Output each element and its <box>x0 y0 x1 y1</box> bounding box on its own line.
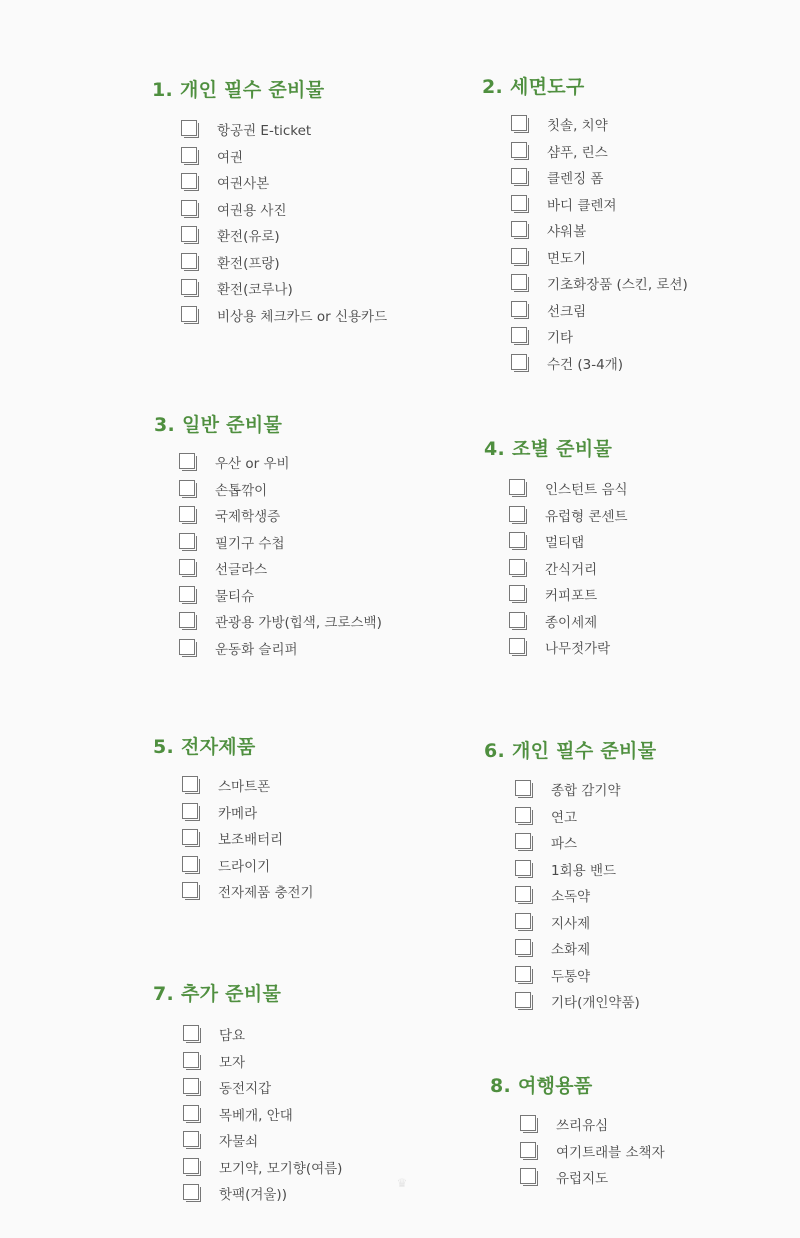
item-label: 국제학생증 <box>215 509 281 526</box>
checkbox[interactable] <box>183 1052 201 1070</box>
section-personal-medicine <box>484 736 657 1012</box>
item-label: 간식거리 <box>545 561 598 578</box>
list-item <box>183 1180 342 1207</box>
item-label: 물티슈 <box>215 588 255 605</box>
item-label: 여권용 사진 <box>217 202 287 219</box>
list-item <box>511 191 688 218</box>
section-group-items <box>484 434 628 658</box>
item-label: 자물쇠 <box>219 1134 259 1151</box>
checklist <box>181 116 387 328</box>
checkbox[interactable] <box>515 780 533 798</box>
list-item <box>182 878 314 905</box>
list-item <box>520 1164 665 1191</box>
checkbox[interactable] <box>181 279 199 297</box>
list-item <box>179 502 382 529</box>
section-title: 6. 개인 필수 준비물 <box>484 740 657 762</box>
list-item <box>515 776 640 803</box>
checkbox[interactable] <box>511 354 529 372</box>
checklist <box>520 1111 665 1191</box>
checkbox[interactable] <box>511 142 529 160</box>
checkbox[interactable] <box>515 807 533 825</box>
item-label: 운동화 슬리퍼 <box>215 641 298 658</box>
item-label: 환전(코루나) <box>217 282 293 299</box>
checkbox[interactable] <box>509 532 527 550</box>
section-title: 8. 여행용품 <box>490 1075 593 1097</box>
checkbox[interactable] <box>179 586 197 604</box>
list-item <box>181 222 387 249</box>
list-item <box>515 829 640 856</box>
section-title: 4. 조별 준비물 <box>484 438 613 460</box>
checkbox[interactable] <box>179 453 197 471</box>
list-item <box>511 350 688 377</box>
checkbox[interactable] <box>520 1142 538 1160</box>
list-item <box>179 635 382 662</box>
checkbox[interactable] <box>511 115 529 133</box>
item-label: 우산 or 우비 <box>215 456 290 473</box>
checkbox[interactable] <box>515 992 533 1010</box>
list-item <box>511 244 688 271</box>
section-title: 5. 전자제품 <box>153 736 256 758</box>
item-label: 항공권 E-ticket <box>217 123 312 140</box>
list-item <box>183 1074 342 1101</box>
item-label: 칫솔, 치약 <box>547 118 608 135</box>
list-item <box>181 169 387 196</box>
list-item <box>509 528 628 555</box>
list-item <box>183 1048 342 1075</box>
checkbox[interactable] <box>181 200 199 218</box>
list-item <box>511 323 688 350</box>
list-item <box>511 297 688 324</box>
item-label: 멀티탭 <box>545 535 585 552</box>
list-item <box>511 111 688 138</box>
checkbox[interactable] <box>183 1131 201 1149</box>
item-label: 나무젓가락 <box>545 641 611 658</box>
checkbox[interactable] <box>179 480 197 498</box>
list-item <box>515 909 640 936</box>
list-item <box>182 799 314 826</box>
checkbox[interactable] <box>182 776 200 794</box>
list-item <box>182 772 314 799</box>
list-item <box>181 116 387 143</box>
checkbox[interactable] <box>182 856 200 874</box>
checkbox[interactable] <box>183 1078 201 1096</box>
item-label: 동전지갑 <box>219 1081 272 1098</box>
item-label: 두통약 <box>551 968 591 985</box>
list-item <box>511 217 688 244</box>
list-item <box>183 1101 342 1128</box>
crown-icon: ♛ <box>396 1176 408 1190</box>
item-label: 카메라 <box>218 805 258 822</box>
section-electronics <box>153 732 314 902</box>
checkbox[interactable] <box>182 803 200 821</box>
checkbox[interactable] <box>182 882 200 900</box>
item-label: 모자 <box>219 1054 246 1071</box>
item-label: 관광용 가방(힙색, 크로스백) <box>215 615 382 632</box>
checklist <box>183 1021 342 1207</box>
list-item <box>520 1111 665 1138</box>
list-item <box>509 634 628 661</box>
item-label: 1회용 밴드 <box>551 862 617 879</box>
list-item <box>183 1021 342 1048</box>
list-item <box>509 502 628 529</box>
checkbox[interactable] <box>511 195 529 213</box>
list-item <box>515 856 640 883</box>
checklist <box>515 776 640 1015</box>
item-label: 지사제 <box>551 915 591 932</box>
checkbox[interactable] <box>511 248 529 266</box>
item-label: 전자제품 충전기 <box>218 885 314 902</box>
section-title: 1. 개인 필수 준비물 <box>152 79 325 101</box>
list-item <box>520 1138 665 1165</box>
section-personal-essentials <box>152 75 388 325</box>
list-item <box>181 196 387 223</box>
checkbox[interactable] <box>179 533 197 551</box>
checkbox[interactable] <box>181 120 199 138</box>
list-item <box>511 138 688 165</box>
list-item <box>509 555 628 582</box>
checkbox[interactable] <box>515 833 533 851</box>
checkbox[interactable] <box>509 638 527 656</box>
checkbox[interactable] <box>511 301 529 319</box>
item-label: 기타(개인약품) <box>551 995 640 1012</box>
list-item <box>183 1154 342 1181</box>
checkbox[interactable] <box>520 1115 538 1133</box>
item-label: 샴푸, 린스 <box>547 144 608 161</box>
checklist <box>511 111 688 376</box>
list-item <box>182 825 314 852</box>
checkbox[interactable] <box>181 147 199 165</box>
item-label: 필기구 수첩 <box>215 535 285 552</box>
section-title: 3. 일반 준비물 <box>154 414 283 436</box>
checkbox[interactable] <box>511 221 529 239</box>
checkbox[interactable] <box>181 173 199 191</box>
item-label: 핫팩(겨울)) <box>219 1187 287 1204</box>
section-title: 2. 세면도구 <box>482 76 585 98</box>
checklist <box>182 772 314 905</box>
item-label: 파스 <box>551 836 578 853</box>
list-item <box>511 270 688 297</box>
item-label: 연고 <box>551 809 578 826</box>
list-item <box>179 555 382 582</box>
section-general-items <box>154 410 382 658</box>
item-label: 목베개, 안대 <box>219 1107 293 1124</box>
list-item <box>509 475 628 502</box>
item-label: 커피포트 <box>545 588 598 605</box>
checkbox[interactable] <box>182 829 200 847</box>
item-label: 인스턴트 음식 <box>545 482 628 499</box>
checklist <box>179 449 382 661</box>
item-label: 여기트래블 소책자 <box>556 1144 665 1161</box>
checkbox[interactable] <box>181 226 199 244</box>
checkbox[interactable] <box>511 168 529 186</box>
checklist <box>509 475 628 661</box>
list-item <box>181 249 387 276</box>
checkbox[interactable] <box>509 479 527 497</box>
item-label: 비상용 체크카드 or 신용카드 <box>217 308 388 325</box>
checkbox[interactable] <box>509 585 527 603</box>
item-label: 여권 <box>217 149 244 166</box>
checkbox[interactable] <box>515 913 533 931</box>
checkbox[interactable] <box>515 966 533 984</box>
item-label: 소화제 <box>551 942 591 959</box>
checkbox[interactable] <box>511 327 529 345</box>
checkbox[interactable] <box>183 1025 201 1043</box>
item-label: 유럽지도 <box>556 1171 609 1188</box>
checkbox[interactable] <box>181 253 199 271</box>
checkbox[interactable] <box>183 1105 201 1123</box>
checkbox[interactable] <box>515 939 533 957</box>
item-label: 면도기 <box>547 250 587 267</box>
checkbox[interactable] <box>183 1184 201 1202</box>
item-label: 손톱깎이 <box>215 482 268 499</box>
checkbox[interactable] <box>511 274 529 292</box>
item-label: 샤워볼 <box>547 224 587 241</box>
item-label: 선글라스 <box>215 562 268 579</box>
checkbox[interactable] <box>515 886 533 904</box>
list-item <box>179 476 382 503</box>
list-item <box>509 608 628 635</box>
list-item <box>181 275 387 302</box>
item-label: 수건 (3-4개) <box>547 356 623 373</box>
item-label: 모기약, 모기향(여름) <box>219 1160 343 1177</box>
checkbox[interactable] <box>179 506 197 524</box>
checkbox[interactable] <box>509 506 527 524</box>
item-label: 환전(유로) <box>217 229 280 246</box>
item-label: 쓰리유심 <box>556 1118 609 1135</box>
item-label: 환전(프랑) <box>217 255 280 272</box>
item-label: 클렌징 폼 <box>547 171 604 188</box>
list-item <box>181 143 387 170</box>
item-label: 소독약 <box>551 889 591 906</box>
checkbox[interactable] <box>520 1168 538 1186</box>
item-label: 보조배터리 <box>218 832 284 849</box>
checkbox[interactable] <box>183 1158 201 1176</box>
checkbox[interactable] <box>509 559 527 577</box>
list-item <box>179 529 382 556</box>
watermark <box>352 1176 452 1190</box>
list-item <box>182 852 314 879</box>
item-label: 종합 감기약 <box>551 783 621 800</box>
section-additional-items <box>153 979 343 1204</box>
section-travel-goods <box>490 1071 665 1188</box>
item-label: 선크림 <box>547 303 587 320</box>
section-toiletries <box>482 72 688 373</box>
list-item <box>515 882 640 909</box>
list-item <box>515 935 640 962</box>
list-item <box>179 582 382 609</box>
list-item <box>511 164 688 191</box>
item-label: 드라이기 <box>218 858 271 875</box>
checkbox[interactable] <box>515 860 533 878</box>
item-label: 담요 <box>219 1028 246 1045</box>
item-label: 유럽형 콘센트 <box>545 508 628 525</box>
list-item <box>183 1127 342 1154</box>
checkbox[interactable] <box>179 639 197 657</box>
item-label: 기타 <box>547 330 574 347</box>
item-label: 기초화장품 (스킨, 로션) <box>547 277 688 294</box>
checkbox[interactable] <box>181 306 199 324</box>
item-label: 바디 클렌져 <box>547 197 617 214</box>
item-label: 종이세제 <box>545 614 598 631</box>
item-label: 여권사본 <box>217 176 270 193</box>
checkbox[interactable] <box>179 612 197 630</box>
list-item <box>509 581 628 608</box>
item-label: 스마트폰 <box>218 779 271 796</box>
list-item <box>515 803 640 830</box>
list-item <box>181 302 387 329</box>
section-title: 7. 추가 준비물 <box>153 983 282 1005</box>
checkbox[interactable] <box>509 612 527 630</box>
checkbox[interactable] <box>179 559 197 577</box>
list-item <box>515 988 640 1015</box>
list-item <box>515 962 640 989</box>
list-item <box>179 608 382 635</box>
list-item <box>179 449 382 476</box>
